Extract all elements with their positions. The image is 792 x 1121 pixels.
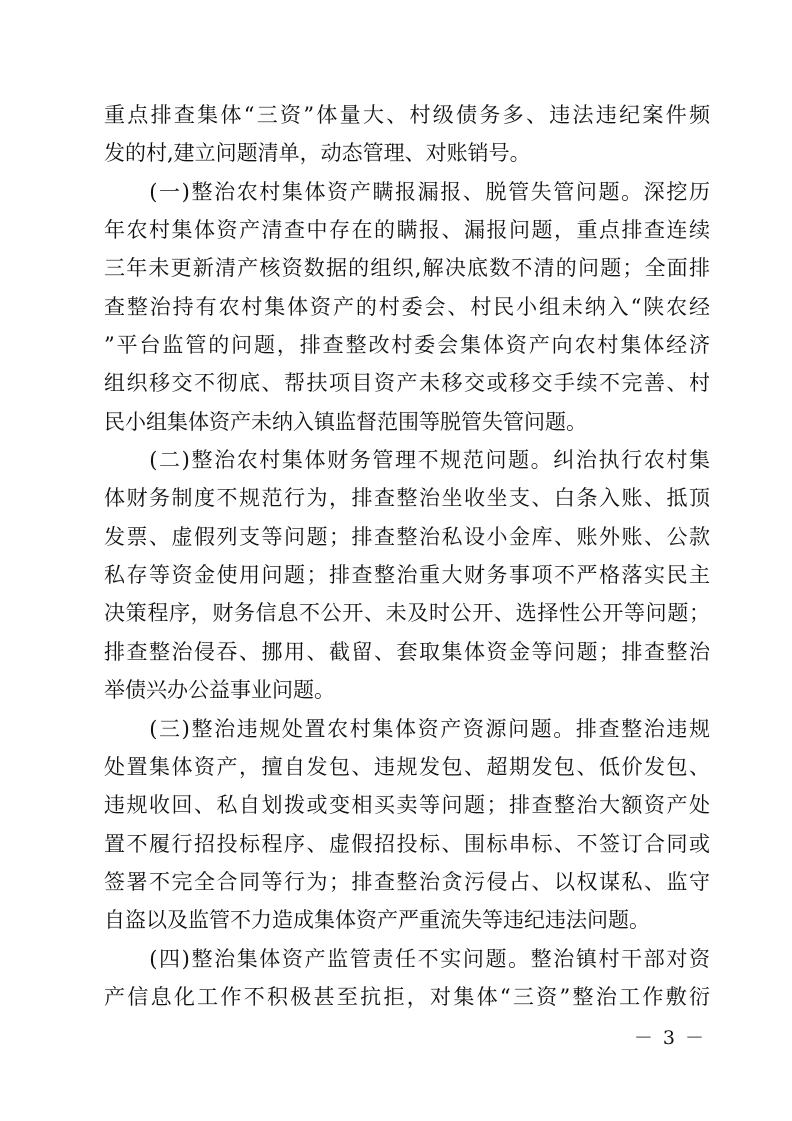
- text-line: 排查整治侵吞、挪用、截留、套取集体资金等问题；排查整治: [104, 639, 710, 664]
- text-line: 体财务制度不规范行为，排查整治坐收坐支、白条入账、抵顶: [104, 486, 710, 511]
- text-line: 查整治持有农村集体资产的村委会、村民小组未纳入“陕农经: [104, 294, 710, 319]
- text-line: (四)整治集体资产监管责任不实问题。整治镇村干部对资: [104, 946, 710, 971]
- text-line: 决策程序，财务信息不公开、未及时公开、选择性公开等问题；: [104, 601, 710, 626]
- text-line: 置不履行招投标程序、虚假招投标、围标串标、不签订合同或: [104, 831, 710, 856]
- text-line: (一)整治农村集体资产瞒报漏报、脱管失管问题。深挖历: [104, 179, 710, 204]
- text-line: 发的村,建立问题清单，动态管理、对账销号。: [104, 141, 531, 166]
- text-line: 签署不完全合同等行为；排查整治贪污侵占、以权谋私、监守: [104, 869, 710, 894]
- text-line: 处置集体资产，擅自发包、违规发包、超期发包、低价发包、: [104, 754, 710, 779]
- text-line: 自盗以及监管不力造成集体资产严重流失等违纪违法问题。: [104, 908, 650, 933]
- text-line: 发票、虚假列支等问题；排查整治私设小金库、账外账、公款: [104, 524, 710, 549]
- text-line: 三年未更新清产核资数据的组织,解决底数不清的问题；全面排: [104, 256, 710, 281]
- text-line: (二)整治农村集体财务管理不规范问题。纠治执行农村集: [104, 448, 710, 473]
- page-number: － 3 －: [633, 1027, 706, 1049]
- text-line: 举债兴办公益事业问题。: [104, 678, 335, 703]
- text-line: 民小组集体资产未纳入镇监督范围等脱管失管问题。: [104, 409, 587, 434]
- text-line: 产信息化工作不积极甚至抗拒，对集体“三资”整治工作敷衍: [104, 984, 710, 1009]
- text-line: 组织移交不彻底、帮扶项目资产未移交或移交手续不完善、村: [104, 371, 710, 396]
- text-line: (三)整治违规处置农村集体资产资源问题。排查整治违规: [104, 716, 710, 741]
- text-line: 重点排查集体“三资”体量大、村级债务多、违法违纪案件频: [104, 103, 710, 127]
- body-text: [104, 96, 710, 1016]
- text-line: 私存等资金使用问题；排查整治重大财务事项不严格落实民主: [104, 563, 710, 588]
- text-line: ”平台监管的问题，排查整改村委会集体资产向农村集体经济: [104, 333, 710, 358]
- text-line: 违规收回、私自划拨或变相买卖等问题；排查整治大额资产处: [104, 793, 710, 818]
- text-line: 年农村集体资产清查中存在的瞒报、漏报问题，重点排查连续: [104, 218, 710, 243]
